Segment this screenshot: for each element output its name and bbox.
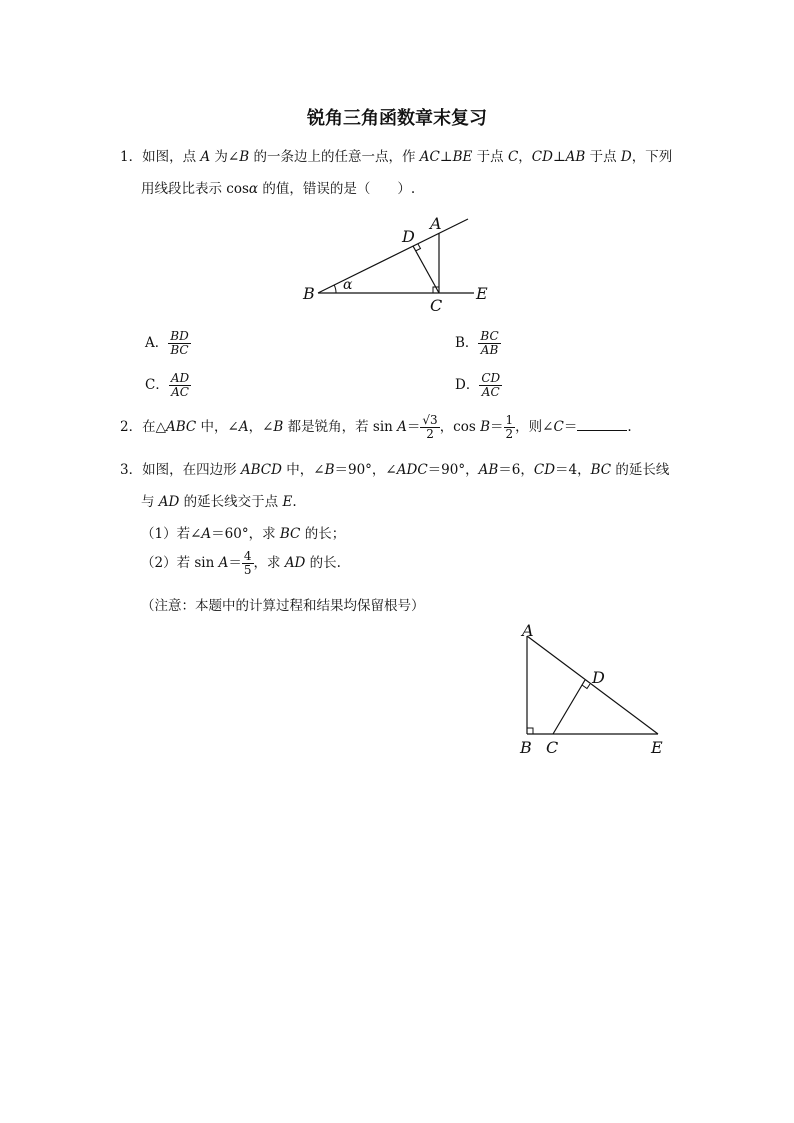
label-e: E bbox=[476, 284, 488, 303]
line-ba bbox=[318, 219, 468, 293]
q1-figure bbox=[300, 208, 500, 316]
label-d: D bbox=[592, 668, 605, 687]
q2-line: 2．在△ABC 中，∠A，∠B 都是锐角，若 sin A＝ $\frac{√3}{2}$ ，cos B＝ $\frac{1}{2}$ ，则∠C＝ . bbox=[120, 413, 632, 442]
q3-note: （注意：本题中的计算过程和结果均保留根号） bbox=[141, 598, 425, 614]
angle-arc-alpha bbox=[334, 285, 336, 293]
option-d: D． $\frac{CD}{AC}$ bbox=[455, 371, 501, 400]
segment-cd bbox=[553, 680, 585, 734]
label-alpha: α bbox=[343, 277, 353, 293]
q3-number: 3． bbox=[120, 462, 143, 478]
label-b: B bbox=[520, 738, 532, 757]
q3-sub1: （1）若∠A＝60°，求 BC 的长； bbox=[141, 526, 346, 542]
q1-line2: 用线段比表示 cosα 的值，错误的是（ ）. bbox=[141, 181, 416, 197]
fraction-4-over-5: $\frac{4}{5}$ bbox=[243, 549, 252, 578]
q1-line1: 1．如图，点 A 为∠B 的一条边上的任意一点，作 AC⊥BE 于点 C，CD⊥AB 于点 D，下列 bbox=[120, 149, 673, 165]
q3-sub2: （2）若 sin A＝ $\frac{4}{5}$ ，求 AD 的长. bbox=[141, 549, 341, 578]
q3-line2: 与 AD 的延长线交于点 E. bbox=[141, 494, 297, 510]
q3-line1: 3．如图，在四边形 ABCD 中，∠B＝90°，∠ADC＝90°，AB＝6，CD＝4，BC 的延长线 bbox=[120, 462, 670, 478]
label-a: A bbox=[522, 621, 534, 640]
label-a: A bbox=[430, 214, 442, 233]
fraction-1-over-2: $\frac{1}{2}$ bbox=[505, 413, 514, 442]
label-c: C bbox=[430, 296, 443, 315]
answer-blank[interactable] bbox=[577, 418, 627, 431]
option-a: A． $\frac{BD}{BC}$ bbox=[145, 329, 189, 358]
label-c: C bbox=[546, 738, 559, 757]
fraction-sqrt3-over-2: $\frac{√3}{2}$ bbox=[422, 413, 438, 442]
option-c: C． $\frac{AD}{AC}$ bbox=[145, 371, 190, 400]
label-e: E bbox=[651, 738, 663, 757]
page-title: 锐角三角函数章末复习 bbox=[307, 108, 487, 129]
q2-number: 2． bbox=[120, 419, 143, 436]
right-angle-mark-d bbox=[582, 684, 590, 689]
right-angle-mark-b bbox=[527, 728, 533, 734]
option-b: B． $\frac{BC}{AB}$ bbox=[455, 329, 499, 358]
label-d: D bbox=[402, 227, 415, 246]
q3-figure bbox=[515, 618, 675, 763]
segment-cd bbox=[413, 246, 439, 293]
q1-number: 1． bbox=[120, 149, 143, 165]
label-b: B bbox=[303, 284, 315, 303]
